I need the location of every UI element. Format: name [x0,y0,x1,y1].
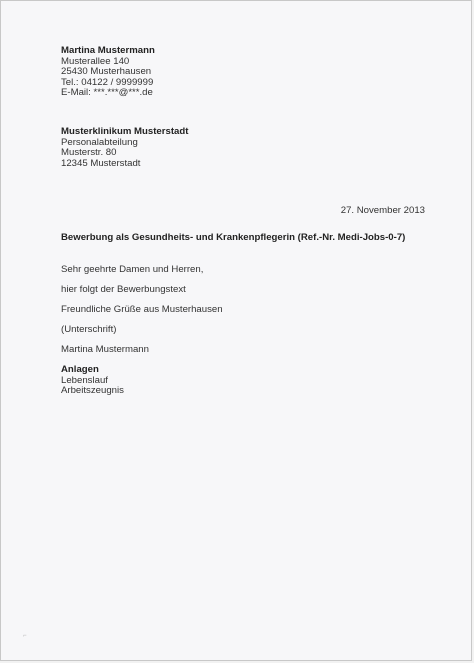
closing-phrase: Freundliche Grüße aus Musterhausen [61,304,223,315]
sender-name: Martina Mustermann [61,45,155,56]
recipient-street: Musterstr. 80 [61,147,117,159]
sender-email: E-Mail: ***.***@***.de [61,87,153,99]
sender-address [61,46,155,99]
signature-placeholder: (Unterschrift) [61,324,117,335]
attachments-heading: Anlagen [61,364,99,375]
attachment-item: Lebenslauf [61,374,108,386]
sender-city: 25430 Musterhausen [61,66,152,78]
page-corner-mark-icon: ⌐ [23,633,27,639]
salutation: Sehr geehrte Damen und Herren, [61,264,204,275]
recipient-address [61,127,188,169]
subject-line: Bewerbung als Gesundheits- und Krankenpflegerin (Ref.-Nr. Medi-Jobs-0-7) [61,232,406,243]
sender-phone: Tel.: 04122 / 9999999 [61,76,154,88]
signed-name: Martina Mustermann [61,344,149,355]
recipient-organization: Musterklinikum Musterstadt [61,126,189,137]
sender-street: Musterallee 140 [61,55,130,67]
body-text: hier folgt der Bewerbungstext [61,284,186,295]
recipient-city: 12345 Musterstadt [61,157,141,169]
letter-date: 27. November 2013 [340,205,425,216]
attachment-item: Arbeitszeugnis [61,385,124,397]
recipient-department: Personalabteilung [61,136,138,148]
attachments-section [61,365,124,397]
